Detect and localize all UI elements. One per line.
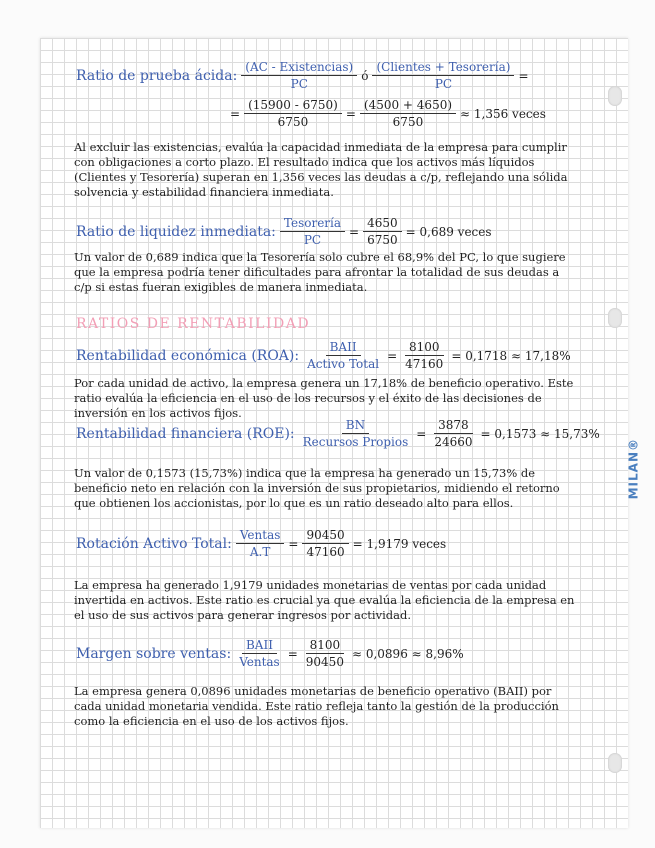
liquidez-title: Ratio de liquidez inmediata: xyxy=(76,223,276,240)
acid-result: ≈ 1,356 veces xyxy=(460,106,546,121)
liquidez-formula-row: Ratio de liquidez inmediata: $\frac{\text{Tesorería}}{PC}$ = $\frac{4650}{6750}$ = 0,689 veces xyxy=(76,216,492,247)
acid-formula-row: Ratio de prueba ácida: $\frac{\text{(AC - Existencias)}}{PC}$ ó $\frac{\text{(Clientes + Tesorería)}}{PC}$ = xyxy=(76,60,529,91)
section-title: RATIOS DE RENTABILIDAD xyxy=(76,316,311,332)
acid-fraction-4: $\frac{(4500 + 4650)}{6750}$ xyxy=(360,98,456,129)
acid-explanation: Al excluir las existencias, evalúa la capacidad inmediata de la empresa para cumplir con obligaciones a corto plazo. El resultado indica que los activos más líquidos (Clientes y Tesorería) superan en 1,356 veces las deudas a c/p, reflejando una sólida solvencia y estabilidad financiera inmediata. xyxy=(74,140,568,199)
roe-title: Rentabilidad financiera (ROE): xyxy=(76,425,295,442)
binder-hole xyxy=(608,753,622,773)
margen-explanation: La empresa genera 0,0896 unidades monetarias de beneficio operativo (BAII) por cada unidad monetaria vendida. Este ratio refleja tanto la gestión de la producción como la eficiencia en el uso de los activos fijos. xyxy=(74,684,559,728)
roa-formula-row: Rentabilidad económica (ROA): $\frac{\text{BAII}}{\text{Activo Total}}$ = $\frac{8100}{47160}$ = 0,1718 ≈ 17,18% xyxy=(76,340,571,371)
liquidez-fraction-1: $\frac{\text{Tesorería}}{PC}$ xyxy=(280,216,345,247)
roa-explanation: Por cada unidad de activo, la empresa genera un 17,18% de beneficio operativo. Este ratio evalúa la eficiencia en el uso de los recursos y el éxito de las decisiones de inversión en los activos fijos. xyxy=(74,376,574,420)
brand-logo: MILAN® xyxy=(626,438,640,500)
roa-title: Rentabilidad económica (ROA): xyxy=(76,347,300,364)
margen-formula-row: Margen sobre ventas: $\frac{\text{BAII}}{\text{Ventas}}$ = $\frac{8100}{90450}$ ≈ 0,0896 ≈ 8,96% xyxy=(76,638,464,669)
roa-fraction-2: $\frac{8100}{47160}$ xyxy=(405,340,444,371)
acid-fraction-1: $\frac{\text{(AC - Existencias)}}{PC}$ xyxy=(241,60,357,91)
liquidez-result: = 0,689 veces xyxy=(405,224,492,239)
margen-result: ≈ 0,0896 ≈ 8,96% xyxy=(351,646,464,661)
binder-hole xyxy=(608,86,622,106)
acid-fraction-3: $\frac{(15900 - 6750)}{6750}$ xyxy=(244,98,342,129)
acid-title: Ratio de prueba ácida: xyxy=(76,67,238,84)
liquidez-fraction-2: $\frac{4650}{6750}$ xyxy=(363,216,402,247)
rotacion-formula-row: Rotación Activo Total: $\frac{\text{Ventas}}{A.T}$ = $\frac{90450}{47160}$ = 1,9179 veces xyxy=(76,528,447,559)
roa-result: = 0,1718 ≈ 17,18% xyxy=(451,348,571,363)
roe-formula-row: Rentabilidad financiera (ROE): $\frac{BN}{\text{Recursos Propios}}$ = $\frac{3878}{24660}$ = 0,1573 ≈ 15,73% xyxy=(76,418,600,449)
rotacion-fraction-2: $\frac{90450}{47160}$ xyxy=(302,528,348,559)
margen-fraction-2: $\frac{8100}{90450}$ xyxy=(305,638,344,669)
rotacion-title: Rotación Activo Total: xyxy=(76,535,232,552)
acid-fraction-2: $\frac{\text{(Clientes + Tesorería)}}{PC}$ xyxy=(372,60,514,91)
roe-fraction-1: $\frac{BN}{\text{Recursos Propios}}$ xyxy=(302,418,409,449)
rotacion-result: = 1,9179 veces xyxy=(352,536,447,551)
margen-fraction-1: $\frac{\text{BAII}}{\text{Ventas}}$ xyxy=(239,638,280,669)
roe-result: = 0,1573 ≈ 15,73% xyxy=(480,426,600,441)
binder-hole xyxy=(608,308,622,328)
acid-calc-row: = $\frac{(15900 - 6750)}{6750}$ = $\frac{(4500 + 4650)}{6750}$ ≈ 1,356 veces xyxy=(230,98,546,129)
rotacion-explanation: La empresa ha generado 1,9179 unidades monetarias de ventas por cada unidad invertida en activos. Este ratio es crucial ya que evalúa la eficiencia de la empresa en el uso de sus activos para generar ingresos por actividad. xyxy=(74,578,575,622)
rotacion-fraction-1: $\frac{\text{Ventas}}{A.T}$ xyxy=(236,528,285,559)
roa-fraction-1: $\frac{\text{BAII}}{\text{Activo Total}}$ xyxy=(307,340,380,371)
liquidez-explanation: Un valor de 0,689 indica que la Tesorería solo cubre el 68,9% del PC, lo que sugiere que la empresa podría tener dificultades para afrontar la totalidad de sus deudas a c/p si estas fueran exigibles de manera inmediata. xyxy=(74,250,566,294)
roe-explanation: Un valor de 0,1573 (15,73%) indica que la empresa ha generado un 15,73% de beneficio neto en relación con la inversión de sus propietarios, midiendo el retorno que obtienen los accionistas, por lo que es un ratio deseado alto para ellos. xyxy=(74,466,560,510)
margen-title: Margen sobre ventas: xyxy=(76,645,232,662)
notebook-page xyxy=(40,38,640,828)
roe-fraction-2: $\frac{3878}{24660}$ xyxy=(434,418,473,449)
